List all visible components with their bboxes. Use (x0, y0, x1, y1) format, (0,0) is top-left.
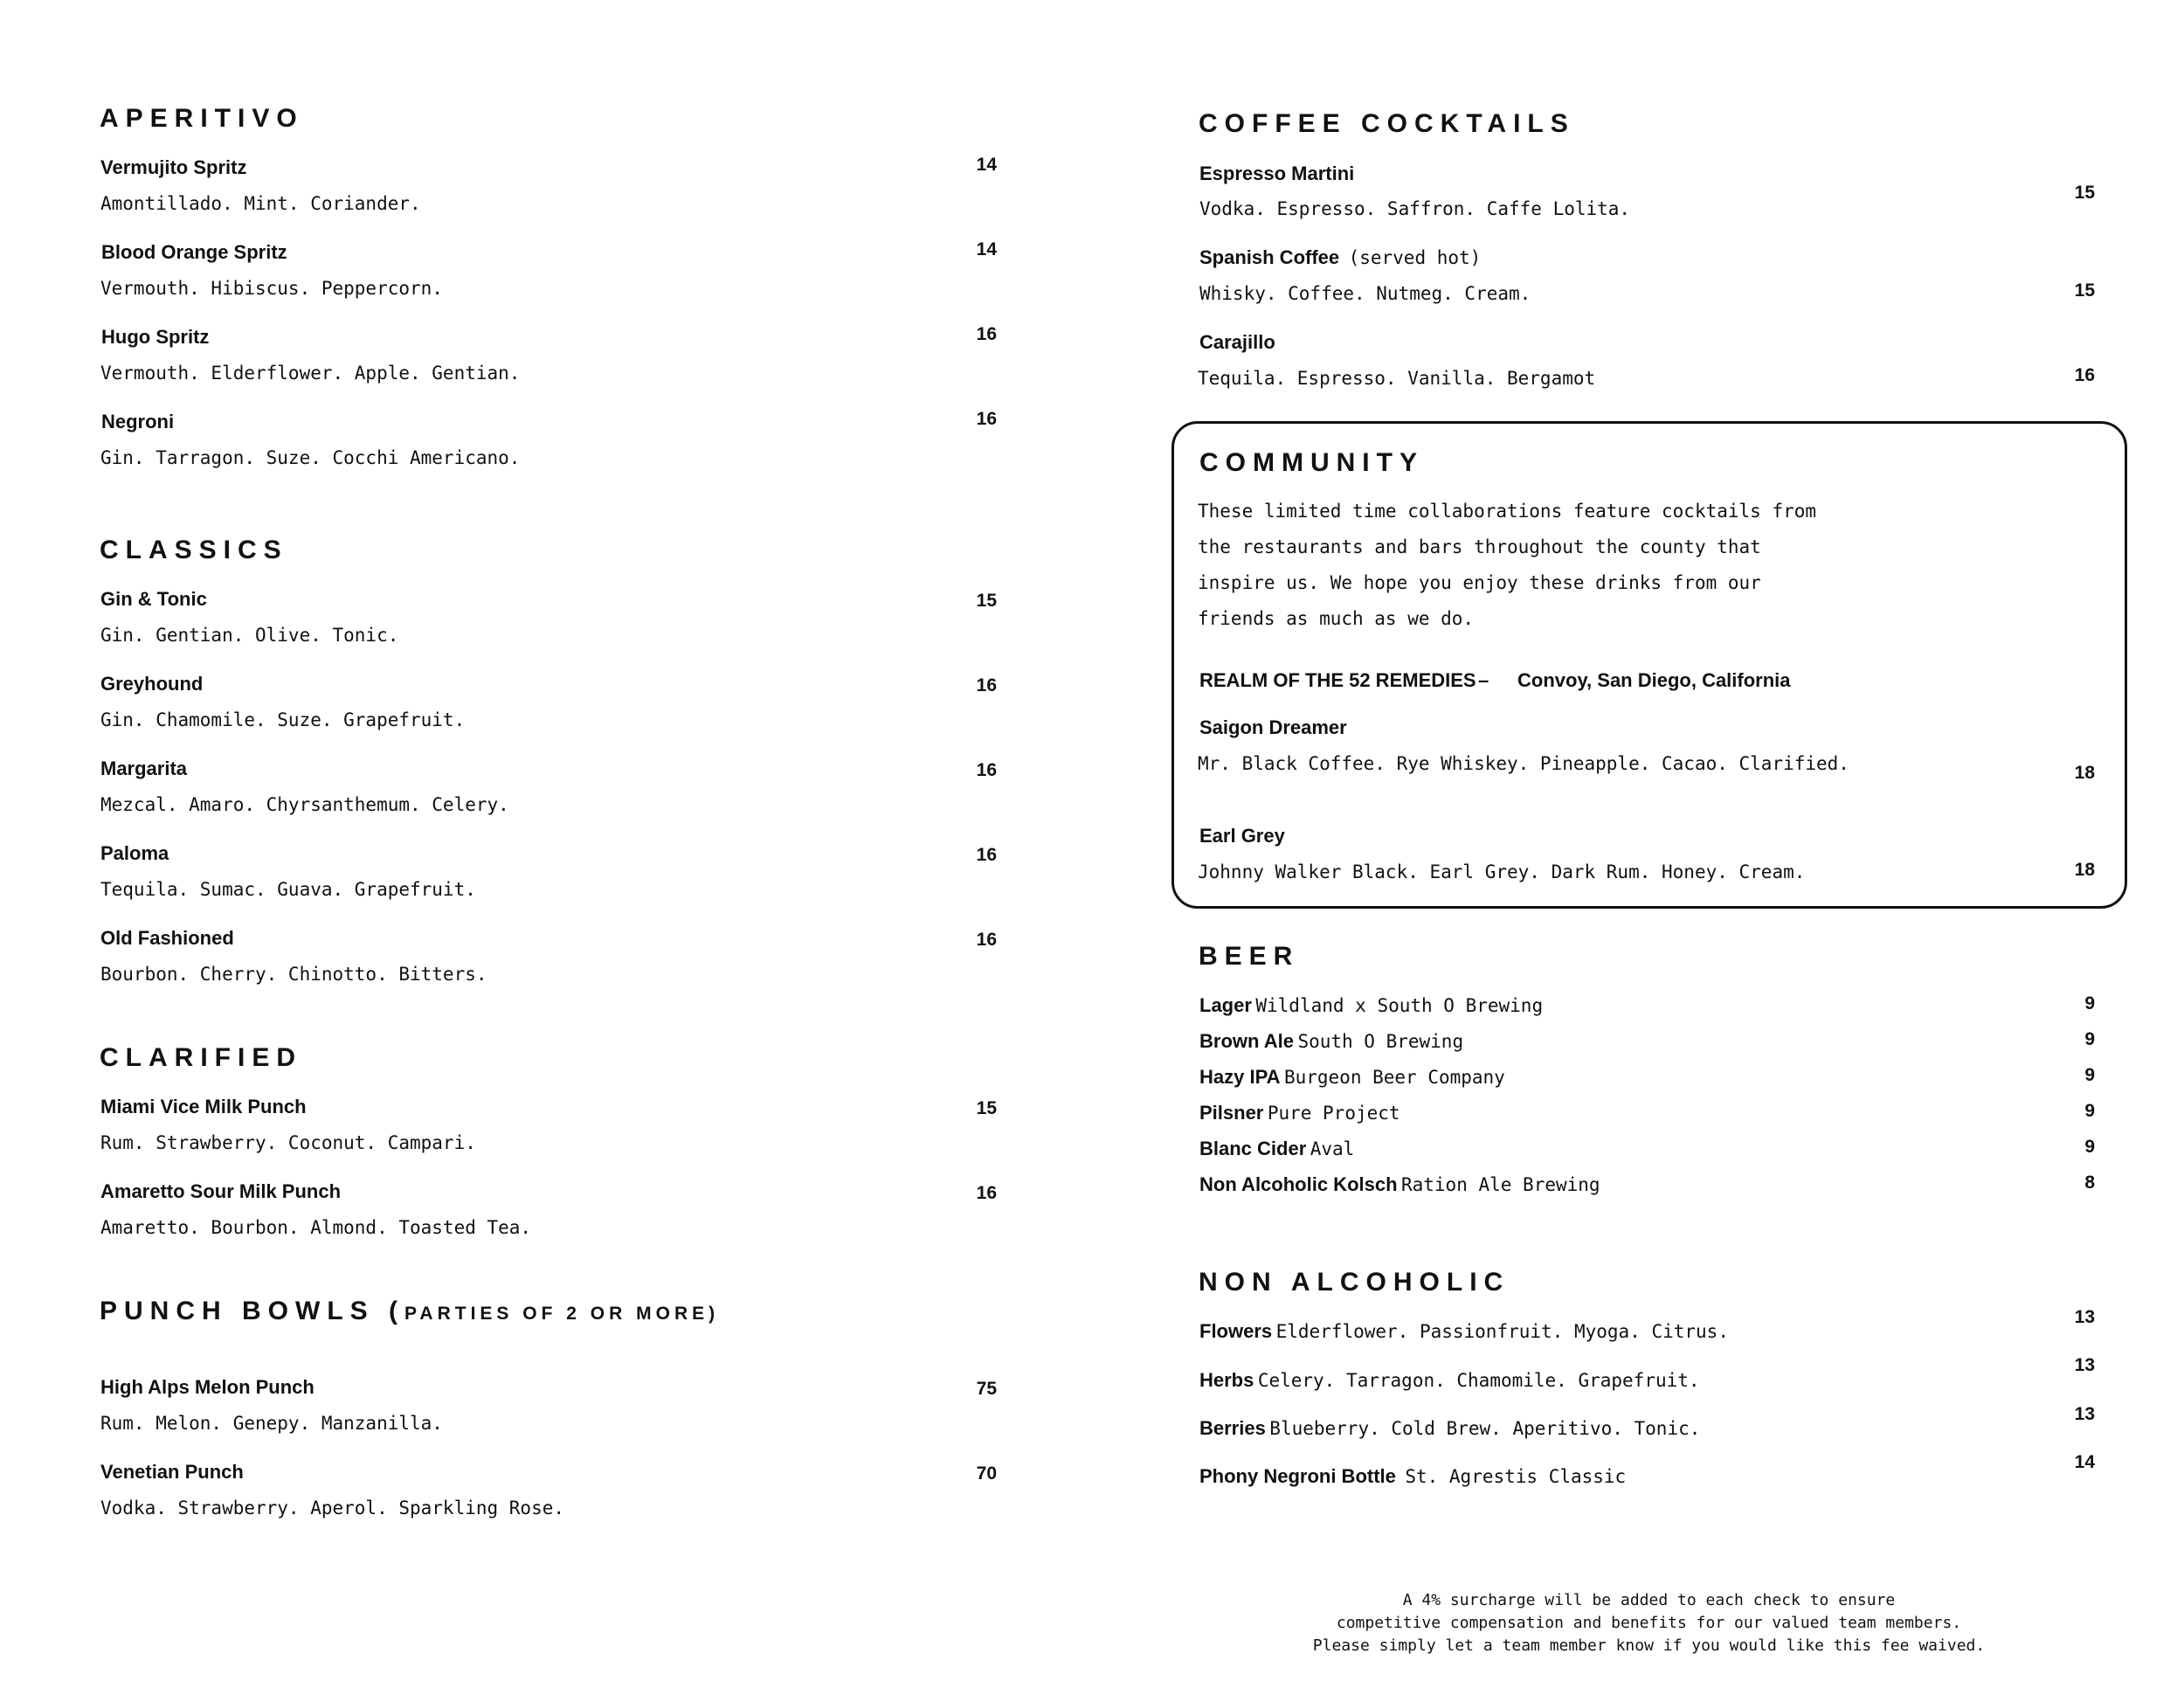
item-name: Amaretto Sour Milk Punch (100, 1180, 342, 1202)
partner-location: Convoy, San Diego, California (1517, 669, 1791, 691)
item-name: Blood Orange Spritz (101, 241, 287, 263)
item-description: Pure Project (1267, 1103, 1400, 1124)
item-name: Gin & Tonic (100, 588, 207, 610)
item-price: 15 (976, 591, 997, 611)
item-description: Vermouth. Elderflower. Apple. Gentian. (100, 363, 521, 384)
item-description: South O Brewing (1297, 1031, 1464, 1052)
item-price: 70 (976, 1463, 997, 1484)
item-price: 9 (2084, 1137, 2095, 1157)
menu-item-header (1199, 248, 1481, 268)
surcharge-note-line: competitive compensation and benefits for our valued team members. (1336, 1614, 1962, 1632)
partner-separator: – (1478, 669, 1489, 691)
item-description: Celery. Tarragon. Chamomile. Grapefruit. (1257, 1370, 1700, 1391)
item-price: 13 (2074, 1355, 2095, 1375)
item-description: Vodka. Espresso. Saffron. Caffe Lolita. (1199, 198, 1631, 219)
item-price: 16 (976, 675, 997, 695)
community-box (1171, 421, 2127, 909)
item-description: Amontillado. Mint. Coriander. (100, 193, 421, 214)
item-name: Brown Ale (1199, 1030, 1294, 1052)
beer-row (1199, 1032, 1463, 1052)
item-price: 9 (2084, 993, 2095, 1013)
item-price: 14 (976, 155, 997, 175)
non-alcoholic-row (1199, 1419, 1700, 1439)
item-description: Blueberry. Cold Brew. Aperitivo. Tonic. (1269, 1418, 1701, 1439)
surcharge-note-line: Please simply let a team member know if you would like this fee waived. (1312, 1636, 1986, 1655)
item-name: Lager (1199, 994, 1252, 1016)
item-price: 16 (976, 324, 997, 344)
surcharge-note-line: A 4% surcharge will be added to each check to ensure (1402, 1591, 1896, 1609)
non-alcoholic-row (1199, 1371, 1700, 1391)
section-title-community: COMMUNITY (1199, 448, 1424, 477)
non-alcoholic-row (1199, 1322, 1729, 1342)
item-price: 18 (2074, 763, 2095, 783)
item-price: 9 (2084, 1029, 2095, 1049)
item-description: Elderflower. Passionfruit. Myoga. Citrus. (1275, 1321, 1729, 1342)
item-description: Tequila. Espresso. Vanilla. Bergamot (1198, 368, 1596, 389)
item-name: Hazy IPA (1199, 1066, 1281, 1088)
section-title-text: PUNCH BOWLS ( (100, 1297, 404, 1325)
item-description: Ration Ale Brewing (1400, 1174, 1600, 1195)
item-price: 15 (976, 1098, 997, 1118)
item-price: 16 (976, 760, 997, 780)
item-description: Whisky. Coffee. Nutmeg. Cream. (1199, 283, 1531, 304)
item-description: Vermouth. Hibiscus. Peppercorn. (100, 278, 443, 299)
item-description: Mr. Black Coffee. Rye Whiskey. Pineapple. Cacao. Clarified. (1198, 753, 1849, 774)
item-description: Mezcal. Amaro. Chyrsanthemum. Celery. (100, 794, 509, 815)
item-description: Rum. Strawberry. Coconut. Campari. (100, 1132, 476, 1153)
beer-row (1199, 1139, 1354, 1159)
item-name: Phony Negroni Bottle (1199, 1465, 1396, 1487)
item-price: 75 (976, 1379, 997, 1399)
item-name: Greyhound (100, 673, 204, 695)
section-title-non-alcoholic: NON ALCOHOLIC (1199, 1268, 1510, 1297)
item-description: Rum. Melon. Genepy. Manzanilla. (100, 1413, 443, 1434)
item-price: 18 (2074, 860, 2095, 880)
item-description: Wildland x South O Brewing (1255, 995, 1544, 1016)
item-price: 13 (2074, 1307, 2095, 1327)
item-name: Espresso Martini (1199, 163, 1355, 184)
item-description: Amaretto. Bourbon. Almond. Toasted Tea. (100, 1217, 532, 1238)
item-name: Venetian Punch (100, 1461, 244, 1483)
community-intro-line: These limited time collaborations feature cocktails from (1198, 501, 1817, 522)
beer-row (1199, 1175, 1600, 1195)
item-description: Aval (1310, 1138, 1355, 1159)
item-price: 14 (976, 239, 997, 259)
item-price: 9 (2084, 1065, 2095, 1085)
section-title-coffee-cocktails: COFFEE COCKTAILS (1199, 109, 1575, 138)
item-name: High Alps Melon Punch (100, 1376, 314, 1398)
item-price: 14 (2074, 1452, 2095, 1472)
item-name: Berries (1199, 1417, 1266, 1439)
section-title-clarified: CLARIFIED (100, 1043, 302, 1072)
item-description: Johnny Walker Black. Earl Grey. Dark Rum. Honey. Cream. (1198, 861, 1806, 882)
item-name: Saigon Dreamer (1199, 716, 1347, 738)
item-name: Margarita (100, 758, 188, 779)
beer-row (1199, 1068, 1505, 1088)
item-description: St. Agrestis Classic (1405, 1466, 1627, 1487)
item-description: Bourbon. Cherry. Chinotto. Bitters. (100, 964, 487, 985)
item-price: 16 (976, 845, 997, 865)
item-name: Hugo Spritz (101, 326, 210, 348)
item-price: 16 (976, 1183, 997, 1203)
section-title-punch-bowls (100, 1298, 719, 1325)
section-title-classics: CLASSICS (100, 536, 288, 564)
item-name: Miami Vice Milk Punch (100, 1096, 307, 1117)
item-description: Vodka. Strawberry. Aperol. Sparkling Rose. (100, 1498, 565, 1519)
community-intro-line: the restaurants and bars throughout the county that (1198, 536, 1761, 557)
surcharge-note (1179, 1589, 2118, 1657)
item-name: Carajillo (1199, 331, 1275, 353)
item-price: 9 (2084, 1101, 2095, 1121)
item-description: Burgeon Beer Company (1283, 1067, 1505, 1088)
section-subtitle: PARTIES OF 2 OR MORE) (404, 1304, 720, 1324)
item-price: 13 (2074, 1404, 2095, 1424)
item-name: Non Alcoholic Kolsch (1199, 1173, 1398, 1195)
item-name: Spanish Coffee (1199, 246, 1340, 268)
beer-row (1199, 996, 1543, 1016)
item-description: Tequila. Sumac. Guava. Grapefruit. (100, 879, 476, 900)
item-name: Paloma (100, 842, 169, 864)
item-name: Herbs (1199, 1369, 1254, 1391)
item-name: Vermujito Spritz (100, 156, 247, 178)
item-description: Gin. Tarragon. Suze. Cocchi Americano. (100, 447, 521, 468)
beer-row (1199, 1103, 1400, 1124)
community-intro-line: friends as much as we do. (1198, 608, 1475, 629)
section-title-aperitivo: APERITIVO (100, 104, 304, 133)
item-price: 16 (976, 409, 997, 429)
item-price: 16 (2074, 365, 2095, 385)
item-name: Blanc Cider (1199, 1138, 1307, 1159)
item-name: Pilsner (1199, 1102, 1264, 1124)
item-name: Flowers (1199, 1320, 1273, 1342)
item-price: 15 (2074, 280, 2095, 301)
item-note: (served hot) (1348, 247, 1482, 268)
community-intro-line: inspire us. We hope you enjoy these drinks from our (1198, 572, 1761, 593)
item-name: Old Fashioned (100, 927, 234, 949)
item-name: Negroni (101, 411, 175, 432)
item-price: 16 (976, 930, 997, 950)
non-alcoholic-row (1199, 1467, 1626, 1487)
partner-name: REALM OF THE 52 REMEDIES (1199, 669, 1476, 691)
item-description: Gin. Chamomile. Suze. Grapefruit. (100, 709, 466, 730)
section-title-beer: BEER (1199, 942, 1300, 971)
item-description: Gin. Gentian. Olive. Tonic. (100, 625, 399, 646)
item-price: 15 (2074, 183, 2095, 203)
item-price: 8 (2084, 1173, 2095, 1193)
item-name: Earl Grey (1199, 825, 1285, 847)
